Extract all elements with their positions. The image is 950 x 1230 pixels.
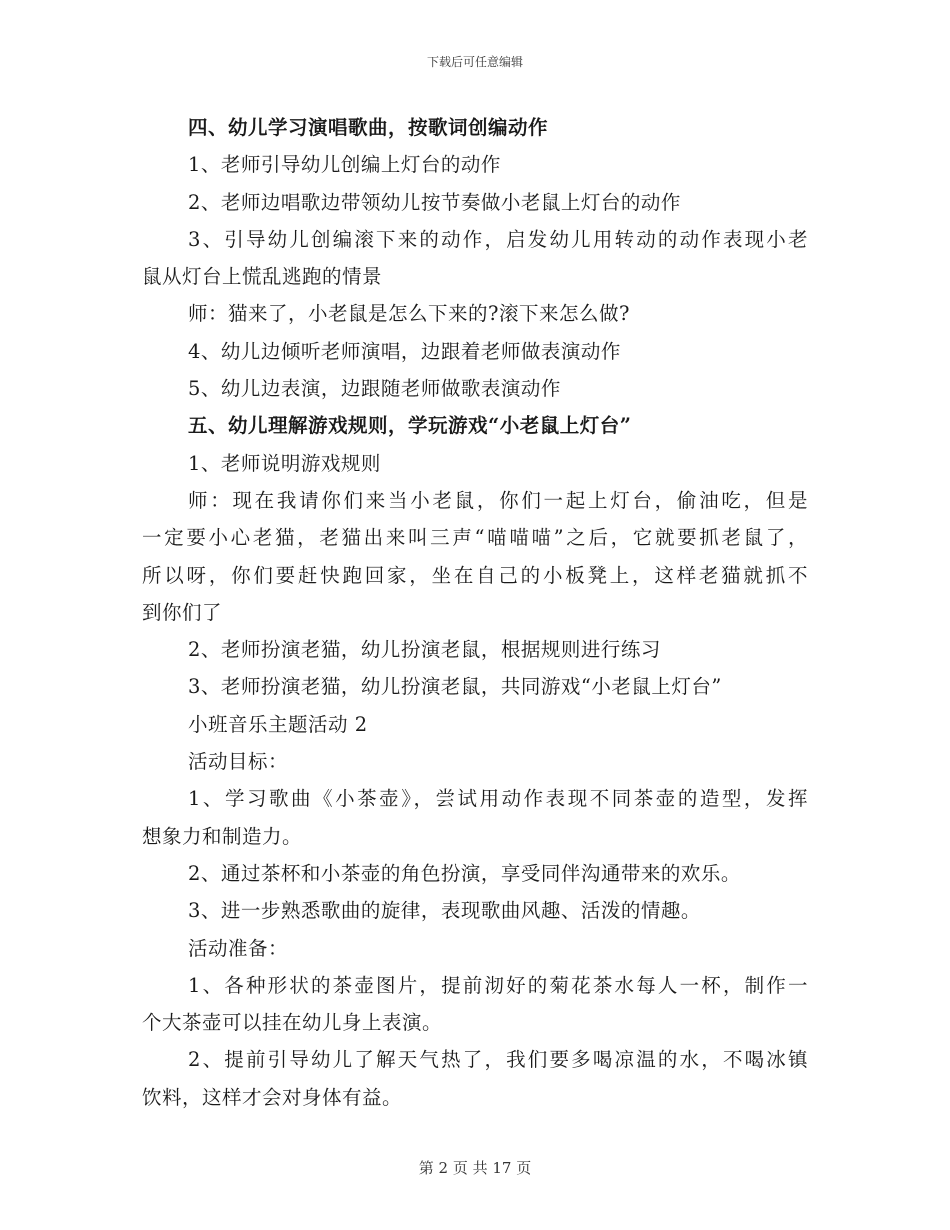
paragraph-line: 想象力和制造力。	[142, 824, 303, 848]
paragraph-line: 3、老师扮演老猫，幼儿扮演老鼠，共同游戏“小老鼠上灯台”	[188, 675, 722, 699]
paragraph-line: 到你们了	[142, 600, 223, 624]
paragraph-line: 活动目标：	[188, 750, 289, 774]
page-footer: 第 2 页 共 17 页	[418, 1159, 532, 1177]
document-body	[142, 109, 808, 1116]
paragraph-line: 师：猫来了，小老鼠是怎么下来的?滚下来怎么做?	[188, 302, 630, 326]
paragraph-line: 2、老师扮演老猫，幼儿扮演老鼠，根据规则进行练习	[188, 638, 661, 662]
paragraph-line: 5、幼儿边表演，边跟随老师做歌表演动作	[188, 377, 561, 401]
page-header: 下载后可任意编辑	[426, 55, 523, 69]
paragraph-line: 2、老师边唱歌边带领幼儿按节奏做小老鼠上灯台的动作	[188, 190, 681, 214]
paragraph-line: 3、引导幼儿创编滚下来的动作，启发幼儿用转动的动作表现小老	[188, 227, 808, 251]
subsection-title: 小班音乐主题活动 2	[188, 712, 368, 736]
paragraph-line: 1、各种形状的茶壶图片，提前沏好的菊花茶水每人一杯，制作一	[188, 973, 808, 997]
paragraph-line: 1、老师引导幼儿创编上灯台的动作	[188, 153, 501, 177]
paragraph-line: 个大茶壶可以挂在幼儿身上表演。	[142, 1011, 443, 1035]
paragraph-line: 所以呀，你们要赶快跑回家，坐在自己的小板凳上，这样老猫就抓不	[142, 563, 808, 587]
paragraph-line: 3、进一步熟悉歌曲的旋律，表现歌曲风趣、活泼的情趣。	[188, 899, 701, 923]
paragraph-line: 4、幼儿边倾听老师演唱，边跟着老师做表演动作	[188, 339, 621, 363]
section-heading: 五、幼儿理解游戏规则，学玩游戏“小老鼠上灯台”	[188, 414, 632, 438]
paragraph-line: 鼠从灯台上慌乱逃跑的情景	[142, 265, 383, 289]
section-heading: 四、幼儿学习演唱歌曲，按歌词创编动作	[188, 116, 549, 139]
paragraph-line: 2、提前引导幼儿了解天气热了，我们要多喝凉温的水，不喝冰镇	[188, 1048, 808, 1072]
paragraph-line: 1、老师说明游戏规则	[188, 451, 381, 475]
paragraph-line: 师：现在我请你们来当小老鼠，你们一起上灯台，偷油吃，但是	[188, 488, 808, 512]
paragraph-line: 2、通过茶杯和小茶壶的角色扮演，享受同伴沟通带来的欢乐。	[188, 861, 741, 885]
paragraph-line: 1、学习歌曲《小茶壶》，尝试用动作表现不同茶壶的造型，发挥	[188, 787, 808, 811]
paragraph-line: 饮料，这样才会对身体有益。	[142, 1085, 403, 1109]
paragraph-line: 活动准备：	[188, 936, 289, 960]
paragraph-line: 一定要小心老猫，老猫出来叫三声“喵喵喵”之后，它就要抓老鼠了，	[142, 526, 808, 550]
